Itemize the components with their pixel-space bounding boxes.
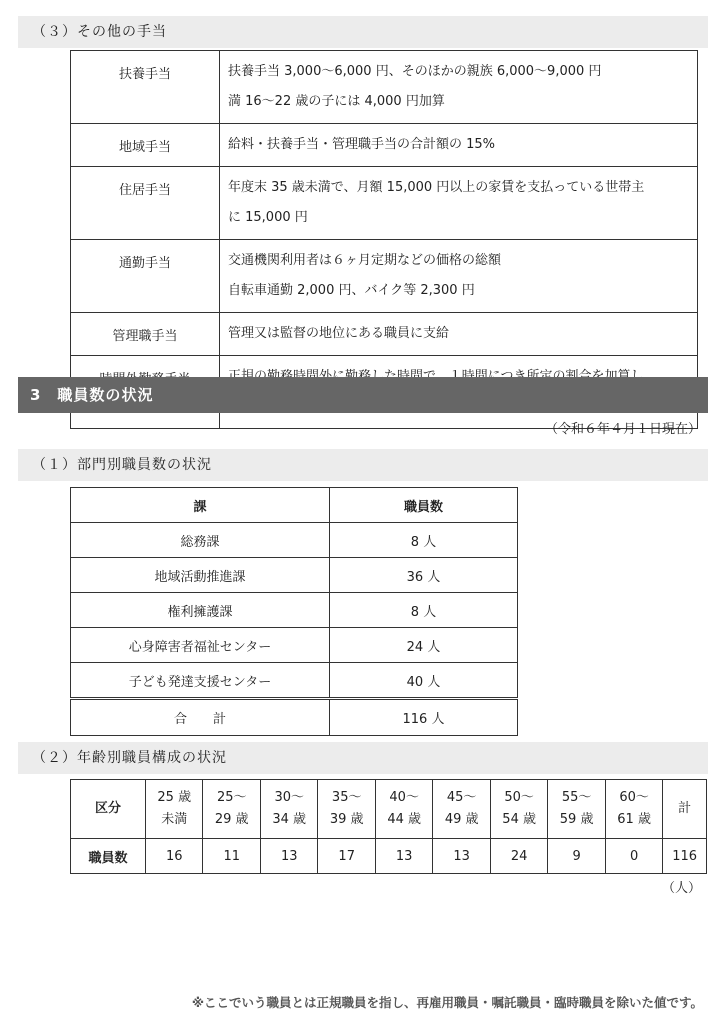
allowance-row	[71, 313, 698, 356]
allowance-description	[220, 124, 698, 167]
dept-col-header-count: 職員数	[330, 488, 518, 523]
dept-total-row	[71, 699, 518, 736]
dept-count: 24 人	[330, 628, 518, 663]
allowance-description	[220, 240, 698, 313]
allowance-description	[220, 167, 698, 240]
dept-total-label: 合 計	[71, 699, 330, 736]
dept-table-header-row	[71, 488, 518, 523]
allowance-description-line: 扶養手当 3,000～6,000 円、そのほかの親族 6,000～9,000 円	[228, 64, 602, 79]
age-bracket-count: 13	[433, 839, 490, 874]
age-bracket-line-2: 61 歳	[617, 812, 651, 827]
dept-count: 40 人	[330, 663, 518, 699]
age-row-header-count: 職員数	[71, 839, 146, 874]
age-bracket-line-1: 25 歳	[157, 790, 192, 805]
age-bracket-label	[375, 780, 432, 839]
dept-total-count: 116 人	[330, 699, 518, 736]
allowance-row	[71, 51, 698, 124]
age-bracket-count: 13	[375, 839, 432, 874]
dept-table	[70, 487, 518, 736]
dept-row	[71, 628, 518, 663]
age-bracket-line-1: 25～	[216, 790, 247, 805]
main-header-staff-count: 3 職員数の状況	[18, 377, 708, 413]
unit-note: （人）	[661, 881, 701, 896]
dept-count: 8 人	[330, 523, 518, 558]
section-header-age: （２）年齢別職員構成の状況	[18, 742, 708, 774]
allowance-description-line: 管理又は監督の地位にある職員に支給	[228, 326, 450, 341]
allowance-description	[220, 51, 698, 124]
dept-name: 心身障害者福祉センター	[71, 628, 330, 663]
dept-col-header-section: 課	[71, 488, 330, 523]
age-row-header-category: 区分	[71, 780, 146, 839]
age-bracket-line-1: 55～	[561, 790, 592, 805]
dept-row	[71, 523, 518, 558]
age-bracket-count: 9	[548, 839, 605, 874]
age-total-label: 計	[663, 780, 707, 839]
dept-name: 子ども発達支援センター	[71, 663, 330, 699]
dept-count: 36 人	[330, 558, 518, 593]
age-bracket-label	[490, 780, 547, 839]
age-bracket-label	[203, 780, 260, 839]
age-bracket-line-2: 29 歳	[214, 812, 249, 827]
footnote: ※ここでいう職員とは正規職員を指し、再雇用職員・嘱託職員・臨時職員を除いた値です。	[191, 995, 703, 1010]
dept-row	[71, 593, 518, 628]
allowance-description-line: に 15,000 円	[228, 210, 308, 225]
age-bracket-label	[548, 780, 605, 839]
age-bracket-line-1: 45～	[446, 790, 477, 805]
allowance-row	[71, 124, 698, 167]
age-bracket-line-1: 50～	[504, 790, 534, 805]
allowance-name: 住居手当	[71, 167, 220, 240]
allowance-description-line: 自転車通勤 2,000 円、バイク等 2,300 円	[228, 283, 475, 298]
section-header-other-allowances: （３）その他の手当	[18, 16, 708, 48]
dept-row	[71, 558, 518, 593]
age-bracket-label	[605, 780, 662, 839]
allowance-table	[70, 50, 698, 429]
age-bracket-count: 16	[146, 839, 203, 874]
age-bracket-line-2: 34 歳	[272, 812, 307, 827]
age-bracket-line-1: 30～	[274, 790, 304, 805]
allowance-description-line: 交通機関利用者は６ヶ月定期などの価格の総額	[228, 253, 502, 268]
age-bracket-line-1: 40～	[389, 790, 419, 805]
age-bracket-count: 17	[318, 839, 375, 874]
as-of-date: （令和６年４月１日現在）	[544, 422, 701, 437]
age-bracket-count: 13	[260, 839, 317, 874]
allowance-description-line: 年度末 35 歳未満で、月額 15,000 円以上の家賃を支払っている世帯主	[228, 180, 645, 195]
allowance-name: 扶養手当	[71, 51, 220, 124]
age-bracket-line-1: 35～	[331, 790, 362, 805]
age-bracket-count: 0	[605, 839, 662, 874]
age-bracket-line-2: 44 歳	[387, 812, 422, 827]
allowance-description-line: 満 16～22 歳の子には 4,000 円加算	[228, 94, 445, 109]
allowance-row	[71, 167, 698, 240]
age-total-count: 116	[663, 839, 707, 874]
age-bracket-line-2: 39 歳	[329, 812, 364, 827]
age-table-header-row	[71, 780, 707, 839]
allowance-description	[220, 313, 698, 356]
allowance-name: 管理職手当	[71, 313, 220, 356]
age-bracket-label	[318, 780, 375, 839]
age-bracket-count: 11	[203, 839, 260, 874]
age-bracket-count: 24	[490, 839, 547, 874]
allowance-name: 地域手当	[71, 124, 220, 167]
section-header-dept: （１）部門別職員数の状況	[18, 449, 708, 481]
allowance-row	[71, 240, 698, 313]
age-table-count-row	[71, 839, 707, 874]
dept-count: 8 人	[330, 593, 518, 628]
dept-name: 地域活動推進課	[71, 558, 330, 593]
dept-name: 権利擁護課	[71, 593, 330, 628]
age-bracket-line-2: 59 歳	[559, 812, 594, 827]
age-bracket-line-2: 未満	[161, 812, 188, 827]
age-table	[70, 779, 707, 874]
age-bracket-label	[260, 780, 317, 839]
age-bracket-line-2: 54 歳	[502, 812, 536, 827]
age-bracket-label	[146, 780, 203, 839]
dept-row	[71, 663, 518, 699]
allowance-name: 通勤手当	[71, 240, 220, 313]
age-bracket-line-2: 49 歳	[444, 812, 479, 827]
dept-name: 総務課	[71, 523, 330, 558]
age-bracket-label	[433, 780, 490, 839]
allowance-description-line: 給料・扶養手当・管理職手当の合計額の 15%	[228, 137, 496, 152]
age-bracket-line-1: 60～	[619, 790, 649, 805]
